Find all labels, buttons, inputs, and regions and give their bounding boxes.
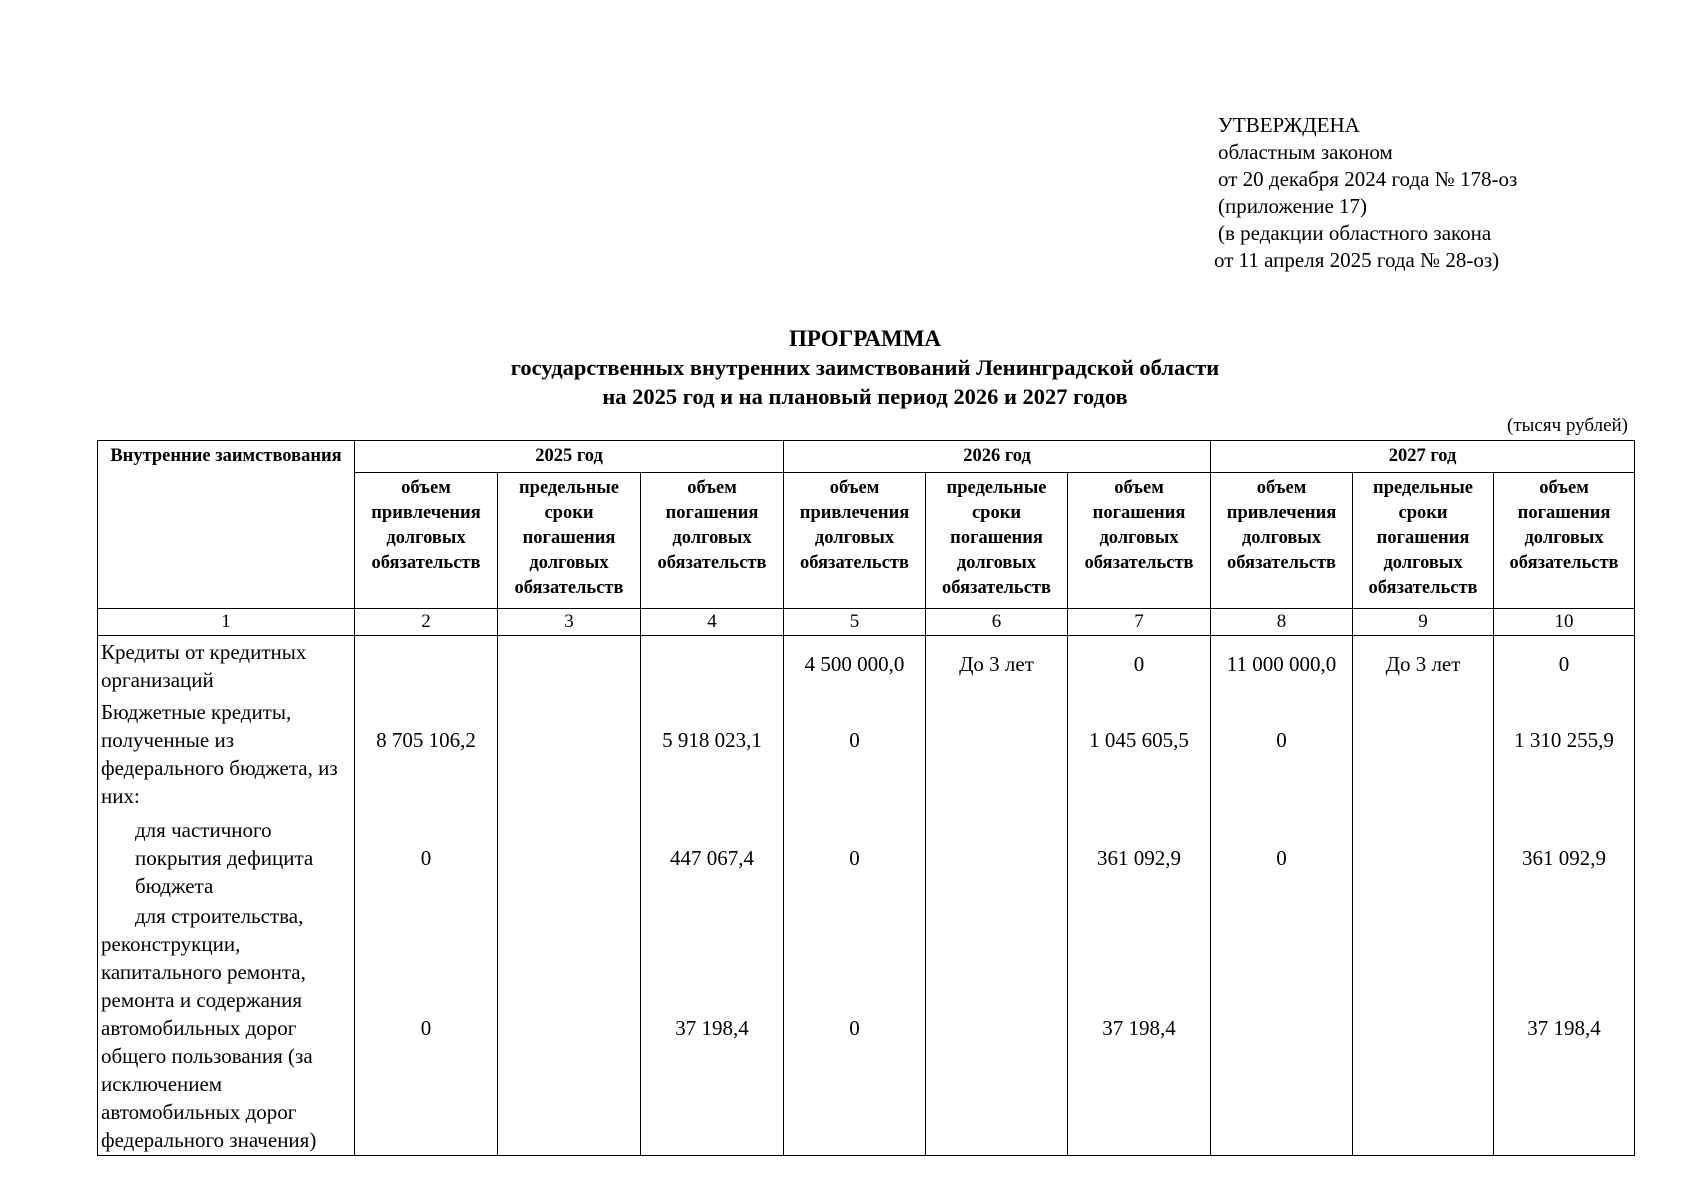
table-cell: 361 092,9 [1494, 816, 1635, 902]
table-cell: 0 [355, 816, 498, 902]
units-note: (тысяч рублей) [1507, 415, 1628, 436]
row-name: Бюджетные кредиты, полученные из федерального бюджета, из них: [98, 698, 355, 816]
table-cell [641, 636, 784, 698]
table-row [98, 636, 1635, 698]
table-cell: 0 [1211, 698, 1353, 816]
column-number: 7 [1068, 609, 1211, 636]
row-name [98, 816, 355, 902]
header-year-2027: 2027 год [1211, 441, 1635, 473]
table-cell: 37 198,4 [1068, 902, 1211, 1156]
table-cell: 0 [1068, 636, 1211, 698]
approval-stamp [1214, 112, 1518, 274]
header-internal-borrowings: Внутренние заимствования [98, 441, 355, 609]
approval-line-4: (приложение 17) [1218, 194, 1368, 218]
row-name [98, 902, 355, 1156]
column-number: 8 [1211, 609, 1353, 636]
table-row [98, 698, 1635, 816]
header-repay-volume: объем погашения долговых обязательств [641, 473, 784, 609]
header-year-2026: 2026 год [784, 441, 1211, 473]
row-name-text: для строительства, реконструкции, капитального ремонта, ремонта и содержания автомобильных дорог общего пользования (за исключением автомобильных дорог федерального значения) [101, 903, 317, 1152]
header-year-2025: 2025 год [355, 441, 784, 473]
header-repay-volume: объем погашения долговых обязательств [1494, 473, 1635, 609]
header-raise-volume: объем привлечения долговых обязательств [1211, 473, 1353, 609]
title-line-1: ПРОГРАММА [788, 326, 942, 351]
table-cell [1211, 902, 1353, 1156]
column-number: 9 [1353, 609, 1494, 636]
document-title [0, 324, 1692, 411]
table-cell: 0 [784, 902, 926, 1156]
table-cell [926, 902, 1068, 1156]
row-name-text: для частичного покрытия дефицита бюджета [135, 817, 314, 898]
column-number: 2 [355, 609, 498, 636]
header-raise-volume: объем привлечения долговых обязательств [355, 473, 498, 609]
table-cell: До 3 лет [926, 636, 1068, 698]
approval-line-3: от 20 декабря 2024 года № 178-оз [1218, 167, 1518, 191]
column-number: 4 [641, 609, 784, 636]
table-cell [498, 902, 641, 1156]
table-cell: 0 [784, 698, 926, 816]
column-number: 10 [1494, 609, 1635, 636]
table-cell [498, 698, 641, 816]
table-cell [1353, 698, 1494, 816]
table-cell: 37 198,4 [1494, 902, 1635, 1156]
approval-line-2: областным законом [1218, 140, 1393, 164]
table-cell: 11 000 000,0 [1211, 636, 1353, 698]
table-cell: 4 500 000,0 [784, 636, 926, 698]
title-line-3: на 2025 год и на плановый период 2026 и 2027 годов [602, 384, 1128, 409]
header-raise-volume: объем привлечения долговых обязательств [784, 473, 926, 609]
table-row [98, 902, 1635, 1156]
column-number: 1 [98, 609, 355, 636]
header-repay-terms: предельные сроки погашения долговых обязательств [926, 473, 1068, 609]
table-cell [498, 636, 641, 698]
table-cell: 0 [1211, 816, 1353, 902]
table-cell: 1 310 255,9 [1494, 698, 1635, 816]
approval-line-6: от 11 апреля 2025 года № 28-оз) [1214, 248, 1500, 272]
header-repay-volume: объем погашения долговых обязательств [1068, 473, 1211, 609]
column-number: 5 [784, 609, 926, 636]
table-cell: 0 [355, 902, 498, 1156]
header-year-row [98, 441, 1635, 473]
table-cell [926, 816, 1068, 902]
header-repay-terms: предельные сроки погашения долговых обязательств [1353, 473, 1494, 609]
table-cell [1353, 902, 1494, 1156]
table-cell: 5 918 023,1 [641, 698, 784, 816]
table-row [98, 816, 1635, 902]
table-cell: 361 092,9 [1068, 816, 1211, 902]
table-cell: 37 198,4 [641, 902, 784, 1156]
table-cell [498, 816, 641, 902]
table-cell: 0 [784, 816, 926, 902]
borrowing-program-table [97, 440, 1635, 1156]
table-cell: 0 [1494, 636, 1635, 698]
column-number-row [98, 609, 1635, 636]
approval-line-1: УТВЕРЖДЕНА [1218, 113, 1360, 137]
approval-line-5: (в редакции областного закона [1218, 221, 1492, 245]
table-cell: 8 705 106,2 [355, 698, 498, 816]
row-name: Кредиты от кредитных организаций [98, 636, 355, 698]
table-cell [926, 698, 1068, 816]
table-cell: 447 067,4 [641, 816, 784, 902]
header-repay-terms: предельные сроки погашения долговых обязательств [498, 473, 641, 609]
column-number: 6 [926, 609, 1068, 636]
table-cell: До 3 лет [1353, 636, 1494, 698]
title-line-2: государственных внутренних заимствований Ленинградской области [510, 355, 1220, 380]
column-number: 3 [498, 609, 641, 636]
table-cell: 1 045 605,5 [1068, 698, 1211, 816]
table-cell [1353, 816, 1494, 902]
table-cell [355, 636, 498, 698]
